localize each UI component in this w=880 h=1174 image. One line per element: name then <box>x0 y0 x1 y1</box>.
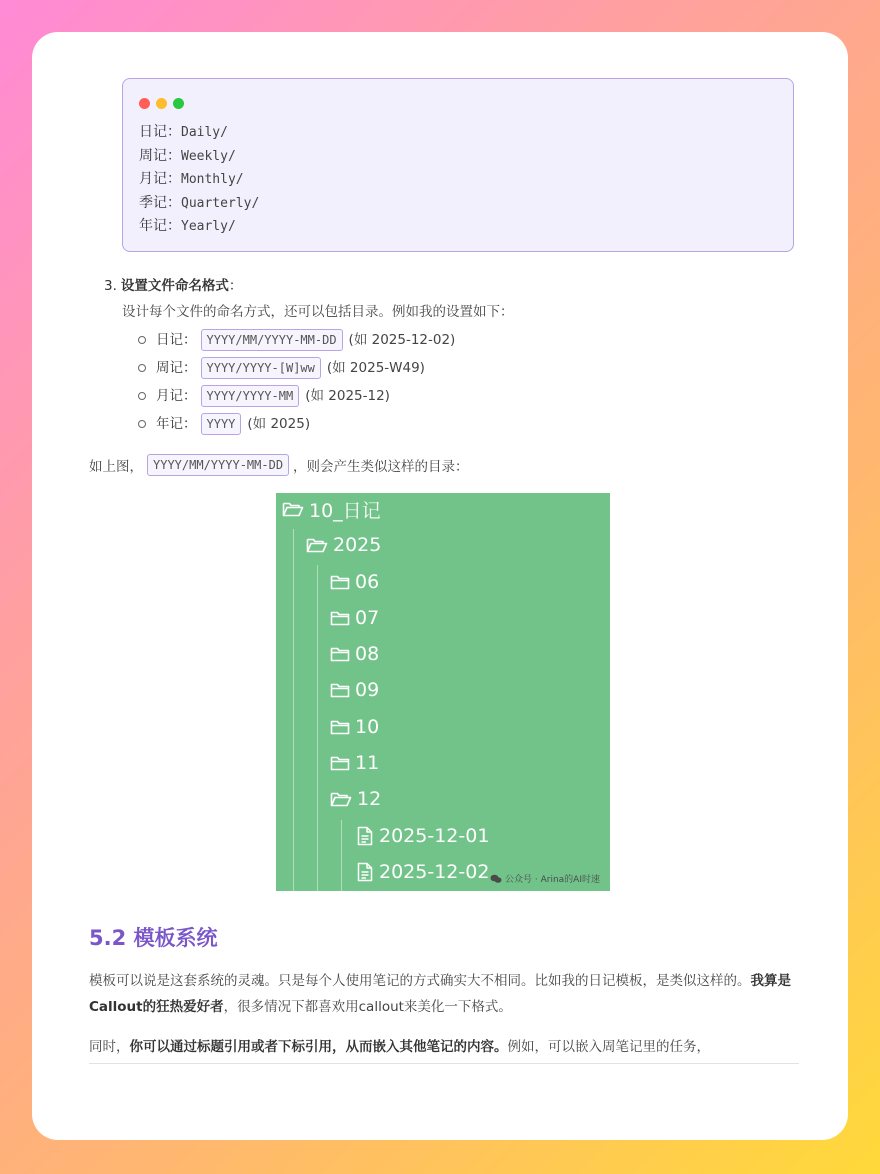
inline-code: YYYY/MM/YYYY-MM-DD <box>201 329 343 351</box>
yellow-dot-icon <box>156 98 167 109</box>
section-heading: 5.2 模板系统 <box>89 926 218 950</box>
folder-icon <box>330 681 350 699</box>
folder-icon <box>330 609 350 627</box>
folder-open-icon <box>306 536 328 554</box>
inline-code: YYYY/YYYY-[W]ww <box>201 357 321 379</box>
step-description: 设计每个文件的命名方式，还可以包括目录。例如我的设置如下： <box>122 304 514 320</box>
bullet-icon <box>138 336 146 344</box>
folder-tree-image <box>276 493 610 891</box>
code-line: 月记：Monthly/ <box>139 171 244 187</box>
step-title: 设置文件命名格式 <box>120 278 229 294</box>
code-line: 周记：Weekly/ <box>139 147 236 164</box>
green-dot-icon <box>173 98 184 109</box>
tree-guide <box>317 565 318 891</box>
code-line: 季记：Quarterly/ <box>139 194 260 211</box>
folder-icon <box>330 573 350 591</box>
watermark: 公众号 · Arina的AI时速 <box>490 872 600 885</box>
bullet-icon <box>138 364 146 372</box>
paragraph: 如上图， YYYY/MM/YYYY-MM-DD ，则会产生类似这样的目录： <box>89 454 469 476</box>
file-icon <box>356 826 374 846</box>
folder-icon <box>330 645 350 663</box>
tree-file[interactable]: 2025-12-01 <box>356 821 489 851</box>
tree-folder-month[interactable]: 08 <box>330 639 379 669</box>
tree-folder-month[interactable]: 07 <box>330 603 379 633</box>
tree-folder-year[interactable]: 2025 <box>306 530 381 560</box>
inline-code: YYYY/YYYY-MM <box>201 385 300 407</box>
window-dots <box>139 94 190 113</box>
folder-open-icon <box>330 790 352 808</box>
tree-folder-month[interactable]: 06 <box>330 567 379 597</box>
paragraph: 同时，你可以通过标题引用或者下标引用，从而嵌入其他笔记的内容。例如，可以嵌入周笔记里的任务， <box>89 1035 799 1064</box>
list-item: 年记： YYYY (如 2025) <box>138 410 455 438</box>
naming-list <box>138 326 455 438</box>
tree-guide <box>341 820 342 891</box>
article-card <box>32 32 848 1140</box>
tree-folder-month-open[interactable]: 12 <box>330 784 381 814</box>
folder-icon <box>330 754 350 772</box>
code-line: 日记：Daily/ <box>139 124 228 140</box>
inline-code: YYYY/MM/YYYY-MM-DD <box>147 454 289 476</box>
list-item: 周记： YYYY/YYYY-[W]ww (如 2025-W49) <box>138 354 455 382</box>
red-dot-icon <box>139 98 150 109</box>
code-line: 年记：Yearly/ <box>139 218 236 234</box>
list-item-step-3: 3. 设置文件命名格式： <box>104 278 243 294</box>
bullet-icon <box>138 392 146 400</box>
list-item: 月记： YYYY/YYYY-MM (如 2025-12) <box>138 382 455 410</box>
code-block <box>122 78 794 252</box>
wechat-icon <box>490 874 502 884</box>
tree-file[interactable]: 2025-12-02 <box>356 857 489 887</box>
paragraph: 模板可以说是这套系统的灵魂。只是每个人使用笔记的方式确实大不相同。比如我的日记模板，是类似这样的。我算是Callout的狂热爱好者，很多情况下都喜欢用callout来美化一下格式。 <box>89 973 791 1015</box>
inline-code: YYYY <box>201 413 242 435</box>
tree-folder-month[interactable]: 11 <box>330 748 379 778</box>
list-item: 日记： YYYY/MM/YYYY-MM-DD (如 2025-12-02) <box>138 326 455 354</box>
tree-folder-root[interactable]: 10_日记 <box>282 494 381 524</box>
folder-icon <box>330 718 350 736</box>
tree-folder-month[interactable]: 10 <box>330 712 379 742</box>
tree-guide <box>293 529 294 891</box>
bullet-icon <box>138 420 146 428</box>
file-icon <box>356 862 374 882</box>
folder-open-icon <box>282 500 304 518</box>
tree-folder-month[interactable]: 09 <box>330 675 379 705</box>
